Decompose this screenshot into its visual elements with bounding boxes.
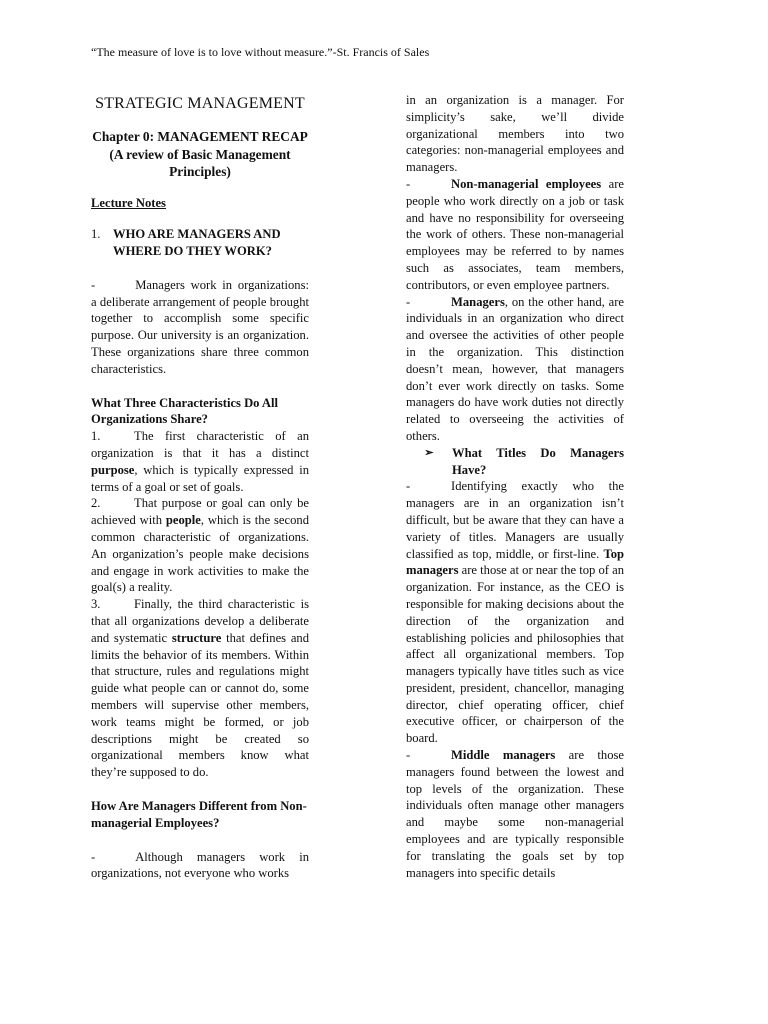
right-column [406, 92, 624, 881]
chapter-line-1: Chapter 0: MANAGEMENT RECAP [92, 129, 308, 144]
intro-text: Managers work in organizations: a deliberate arrangement of people brought together to accomplish some specific purpose. Our university is an organization. These organizations share three common characteristics. [91, 277, 309, 376]
characteristics-heading: What Three Characteristics Do All Organizations Share? [91, 395, 279, 427]
item-text: That purpose or goal can only be achieved with [91, 496, 309, 528]
item-text: Finally, the third characteristic is that all organizations develop a deliberate and systematic [91, 597, 309, 645]
bullet-dash: - [406, 479, 411, 494]
term-top-managers: Top managers [406, 546, 624, 578]
section-heading-1 [91, 226, 309, 260]
item-text: that defines and limits the behavior of its members. Within that structure, rules and regulations might guide what people can or cannot do, some members will supervise other members, work teams might be formed, or job descriptions might be created so organizational members know what they’re supposed to do. [91, 630, 310, 780]
difference-heading: How Are Managers Different from Non-managerial Employees? [91, 799, 307, 830]
bullet-dash: - [406, 748, 411, 763]
top-managers-text: are those at or near the top of an organization. For instance, as the CEO is responsible for making decisions about the direction of the organization and establishing policies and philosophies that affect all organizational members. Top managers typically have titles such as vice president, president, chancellor, managing director, chief operating officer, chief executive officer, or chairperson of the board. [406, 563, 625, 746]
chapter-heading [91, 128, 309, 181]
middle-managers-paragraph [406, 747, 624, 881]
bullet-dash: - [91, 849, 96, 864]
arrow-bullet-icon: ➢ [424, 446, 434, 459]
term-managers: Managers [451, 294, 505, 309]
chapter-line-2: (A review of Basic Management Principles) [109, 146, 291, 179]
item-number: 3. [91, 597, 101, 612]
section-title: WHO ARE MANAGERS AND WHERE DO THEY WORK? [113, 227, 281, 259]
characteristic-item-2 [91, 495, 309, 596]
item-keyword: purpose [91, 462, 135, 477]
bullet-dash: - [91, 277, 96, 292]
document-title: STRATEGIC MANAGEMENT [95, 95, 305, 112]
item-text: , which is typically expressed in terms of a goal or set of goals. [91, 462, 309, 494]
item-text: , which is the second common characteristic of organizations. An organization’s people make decisions and engage in work activities to make the goal(s) a reality. [91, 513, 309, 595]
intro-paragraph [91, 277, 309, 378]
titles-heading [406, 445, 624, 479]
bullet-dash: - [406, 176, 411, 191]
continued-paragraph: in an organization is a manager. For simplicity’s sake, we’ll divide organizational members into two categories: non-managerial employees and managers. [406, 93, 624, 175]
item-keyword: structure [171, 630, 222, 645]
term-non-managerial: Non-managerial employees [451, 176, 602, 191]
left-column [91, 90, 309, 882]
managers-paragraph [406, 294, 624, 445]
characteristic-item-3 [91, 596, 309, 781]
item-text: The first characteristic of an organization is that it has a distinct [91, 429, 309, 461]
section-number: 1. [91, 227, 101, 242]
identifying-paragraph [406, 478, 624, 747]
identifying-text: Identifying exactly who the managers are in an organization isn’t difficult, but be aware that they can have a variety of titles. Managers are usually classified as top, middle, or first-line. [406, 479, 624, 561]
non-managerial-text: are people who work directly on a job or task and have no responsibility for overseeing the work of others. These non-managerial employees may be referred to by names such as associates, team members, contributors, or even employee partners. [406, 176, 624, 292]
item-number: 2. [91, 496, 101, 511]
titles-heading-text: What Titles Do Managers Have? [452, 445, 624, 477]
characteristic-item-1 [91, 428, 309, 495]
difference-paragraph [91, 849, 309, 883]
item-number: 1. [91, 429, 101, 444]
lecture-notes-label: Lecture Notes [91, 195, 166, 210]
term-middle-managers: Middle managers [451, 748, 556, 763]
managers-text: , on the other hand, are individuals in an organization who direct and oversee the activities of other people in the organization. This distinction doesn’t mean, however, that managers don’t ever work directly on tasks. Some managers do have work duties not directly related to overseeing the activities of others. [406, 294, 624, 443]
middle-managers-text: are those managers found between the lowest and top levels of the organization. These individuals often manage other managers and maybe some non-managerial employees and are typically responsible for translating the goals set by top managers into specific details [406, 748, 624, 880]
difference-text: Although managers work in organizations, not everyone who works [91, 849, 309, 881]
bullet-dash: - [406, 294, 411, 309]
item-keyword: people [165, 513, 201, 528]
header-quote: “The measure of love is to love without measure.”-St. Francis of Sales [91, 45, 430, 59]
non-managerial-paragraph [406, 176, 624, 294]
